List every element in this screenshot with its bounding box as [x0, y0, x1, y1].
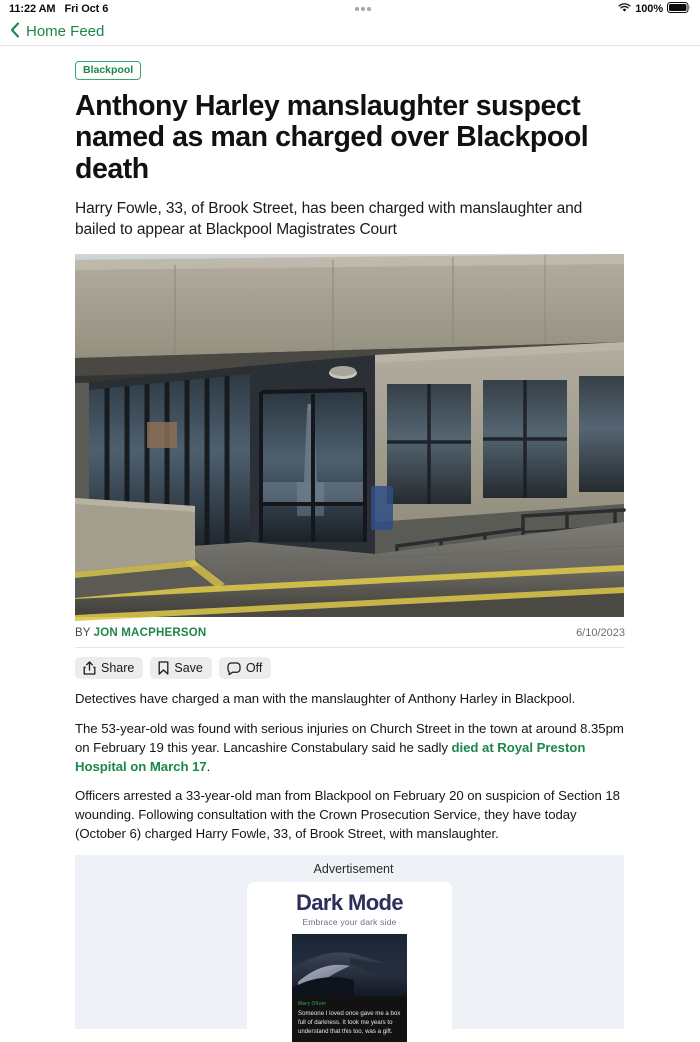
chevron-left-icon — [10, 22, 20, 42]
article-headline: Anthony Harley manslaughter suspect named as man charged over Blackpool death — [75, 89, 589, 186]
advertisement-card[interactable] — [247, 882, 452, 1035]
bookmark-icon — [158, 661, 169, 675]
save-button-label: Save — [174, 661, 203, 676]
article-action-bar — [75, 657, 625, 679]
byline — [75, 627, 206, 639]
share-button-label: Share — [101, 661, 135, 676]
advertisement-subtitle: Embrace your dark side — [302, 916, 397, 927]
article-standfirst: Harry Fowle, 33, of Brook Street, has been charged with manslaughter and bailed to appear at Blackpool Magistrates Court — [75, 200, 583, 239]
advertisement-container — [75, 855, 624, 1035]
status-bar-center — [108, 7, 618, 11]
back-to-home-feed-button[interactable] — [10, 22, 104, 42]
comment-icon — [227, 662, 241, 675]
status-bar-right — [618, 2, 691, 16]
paragraph-text: Detectives have charged a man with the manslaughter of Anthony Harley in Blackpool. — [75, 691, 576, 707]
advertisement-label: Advertisement — [313, 861, 394, 876]
article-container — [0, 46, 700, 1035]
share-icon — [83, 661, 96, 675]
paragraph-text: The 53-year-old was found with serious injuries on Church Street in the town at around 8.35pm on February 19 this year. Lancashire Constabulary said he sadly — [75, 721, 624, 755]
battery-percent-label: 100% — [635, 3, 663, 15]
court-building-photo — [75, 254, 624, 617]
advertisement-image — [292, 934, 407, 1035]
back-link-label: Home Feed — [26, 23, 105, 40]
wifi-icon — [618, 3, 631, 16]
status-date: Fri Oct 6 — [64, 3, 109, 15]
advertisement-quote-author: Mary Oliver — [298, 1000, 327, 1007]
status-bar — [0, 0, 700, 18]
article-paragraph-3 — [75, 787, 625, 843]
comments-toggle-button[interactable] — [219, 657, 271, 679]
paragraph-text: . — [206, 758, 211, 774]
advertisement-quote-panel — [292, 996, 407, 1042]
advertisement-title: Dark Mode — [295, 889, 404, 915]
multitask-dots-icon[interactable] — [355, 7, 371, 11]
advertisement-quote-text: Someone I loved once gave me a box full of darkness. It took me years to understand that this too, was a gift. — [298, 1009, 401, 1035]
byline-author[interactable]: JON MACPHERSON — [93, 627, 207, 640]
category-tag-blackpool[interactable]: Blackpool — [75, 61, 141, 80]
status-bar-left — [9, 3, 108, 15]
byline-prefix: BY — [75, 627, 91, 640]
article-paragraph-1 — [75, 690, 625, 709]
comments-toggle-label: Off — [245, 661, 263, 676]
save-button[interactable] — [150, 657, 212, 679]
hospital-death-link[interactable]: died at Royal Preston Hospital on March 17 — [75, 739, 586, 774]
article-paragraph-2 — [75, 720, 625, 776]
byline-row — [75, 627, 625, 648]
paragraph-text: Officers arrested a 33-year-old man from Blackpool on February 20 on suspicion of Section 18 wounding. Following consultation with the Crown Prosecution Service, they have today (October 6) charged Harry Fowle, 33, of Brook Street, with manslaughter. — [75, 788, 620, 841]
publish-date: 6/10/2023 — [576, 627, 625, 640]
dune-night-photo — [292, 934, 407, 996]
article-hero-image — [75, 254, 624, 617]
status-time: 11:22 AM — [9, 3, 56, 15]
navigation-bar — [0, 18, 700, 46]
article-body — [75, 690, 625, 843]
battery-full-icon — [667, 2, 691, 16]
share-button[interactable] — [75, 657, 143, 679]
